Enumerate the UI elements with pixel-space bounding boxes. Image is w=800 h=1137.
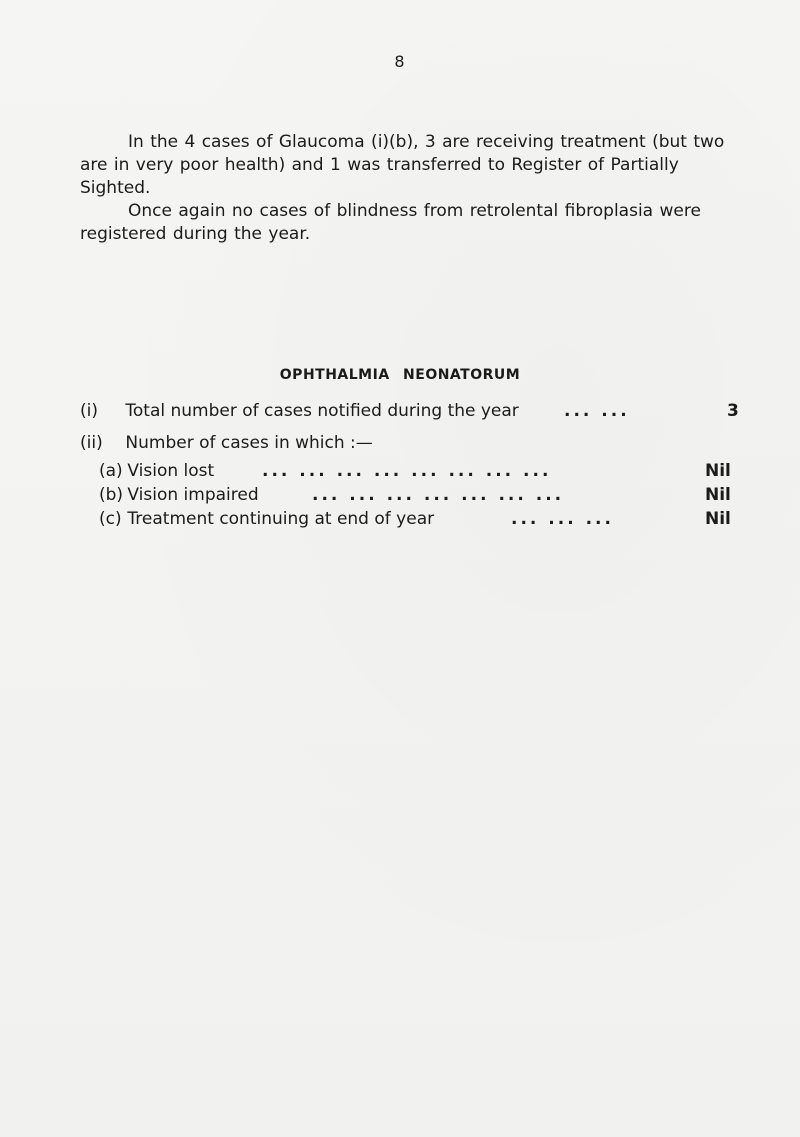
item-label: Total number of cases notified during the year	[125, 401, 519, 421]
item-number: (b)	[99, 485, 124, 505]
page-number: 8	[394, 52, 406, 71]
leader-dots: ... ... ... ... ... ... ...	[312, 485, 565, 505]
paragraph-retrolental-fibroplasia: Once again no cases of blindness from retrolental fibroplasia were registered during the year.	[80, 201, 701, 244]
section-heading: OPHTHALMIA NEONATORUM	[279, 367, 521, 383]
item-number: (ii)	[80, 433, 103, 453]
item-value: 3	[727, 401, 739, 421]
list-item	[99, 507, 740, 531]
paragraph-glaucoma: In the 4 cases of Glaucoma (i)(b), 3 are receiving treatment (but two are in very poor health) and 1 was transferred to Register of Partially Sighted.	[80, 132, 725, 198]
item-value: Nil	[705, 461, 731, 481]
leader-dots: ... ... ...	[511, 509, 614, 529]
item-label: Vision lost	[127, 461, 215, 481]
leader-dots: ... ... ... ... ... ... ... ...	[262, 461, 552, 481]
item-number: (i)	[80, 401, 98, 421]
item-number: (c)	[99, 509, 122, 529]
item-label: Number of cases in which :—	[125, 433, 373, 453]
item-value: Nil	[705, 509, 731, 529]
list-item	[99, 459, 740, 483]
item-value: Nil	[705, 485, 731, 505]
list-item	[99, 483, 740, 507]
item-number: (a)	[99, 461, 123, 481]
leader-dots: ... ...	[564, 401, 630, 421]
list-item	[80, 431, 740, 455]
item-label: Treatment continuing at end of year	[127, 509, 435, 529]
list-item	[80, 399, 740, 423]
item-label: Vision impaired	[127, 485, 259, 505]
